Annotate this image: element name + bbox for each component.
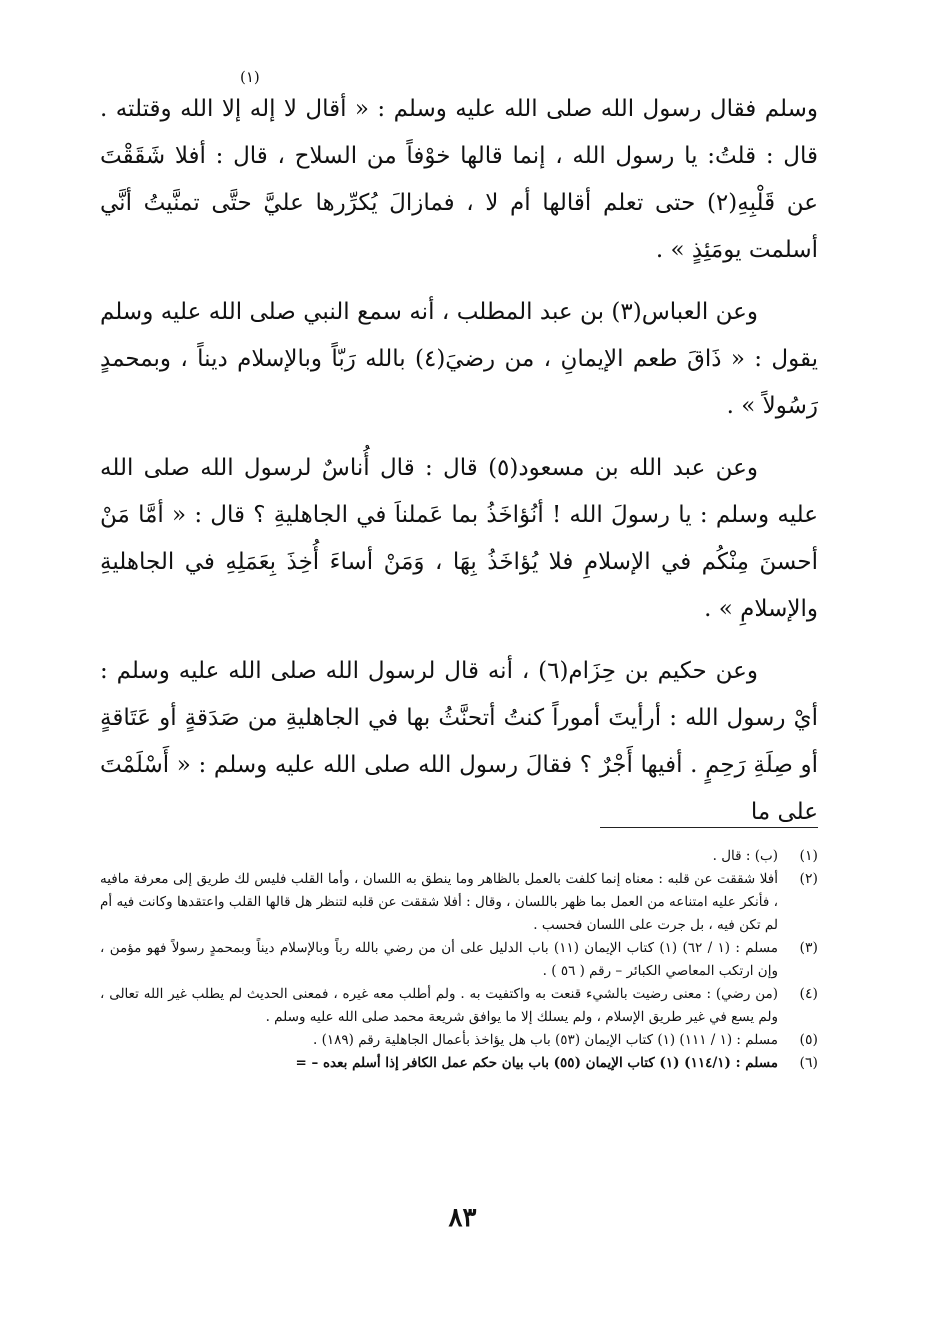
- paragraph-1: وسلم فقال رسول الله صلى الله عليه وسلم : « أقال لا إله إلا الله وقتلته . قال : قلتُ: يا رسول الله ، إنما قالها خوْفاً من السلاح ، قال : أفلا شَقَقْتَ عن قَلْبِهِ(٢) حتى تعلم أقالها أم لا ، فمازالَ يُكرِّرها عليَّ حتَّى تمنَّيتُ أنَّي أسلمت يومَئِذٍ » .: [100, 96, 818, 263]
- footnote-6: [100, 1052, 818, 1075]
- footnote-text: مسلم : (١ / ٦٢) (١) كتاب الإيمان (١١) باب الدليل على أن من رضي بالله رباً وبالإسلام ديناً وبمحمدٍ رسولاً فهو مؤمن ، وإن ارتكب المعاصي الكبائر – رقم ( ٥٦ ) .: [100, 940, 778, 979]
- footnote-marker: (١): [240, 68, 260, 86]
- paragraph-2: وعن العباس(٣) بن عبد المطلب ، أنه سمع النبي صلى الله عليه وسلم يقول : « ذَاقَ طعم الإيمانِ ، من رضيَ(٤) بالله رَبّاً وبالإسلام ديناً ، وبمحمدٍ رَسُولاً » .: [100, 299, 819, 419]
- footnote-5: [100, 1029, 818, 1052]
- footnote-1: [100, 845, 818, 868]
- footnote-number: (٣): [799, 940, 818, 956]
- footnote-2: [100, 868, 818, 937]
- main-text: [100, 86, 818, 851]
- footnote-number: (٥): [799, 1032, 818, 1048]
- footnotes: [100, 845, 818, 1075]
- page-number: ٨٣: [448, 1203, 477, 1233]
- footnote-number: (٢): [799, 871, 818, 887]
- footnote-4: [100, 983, 818, 1029]
- footnote-text: (من رضي) : معنى رضيت بالشيء قنعت به واكتفيت به . ولم أطلب معه غيره ، فمعنى الحديث لم يطلب غير الله تعالى ، ولم يسع في غير طريق الإسلام ، ولم يسلك إلا ما يوافق شريعة محمد صلى الله عليه وسلم .: [100, 986, 778, 1025]
- footnote-text: مسلم : (١١٤/١) (١) كتاب الإيمان (٥٥) باب بيان حكم عمل الكافر إذا أسلم بعده – =: [295, 1055, 778, 1071]
- footnote-separator: [600, 827, 818, 828]
- footnote-text: (ب) : قال .: [712, 848, 778, 864]
- footnote-number: (٦): [799, 1055, 818, 1071]
- footnote-number: (٤): [799, 986, 818, 1002]
- footnote-text: أفلا شققت عن قلبه : معناه إنما كلفت بالعمل بالظاهر وما ينطق به اللسان ، وأما القلب فليس لك طريق إلى معرفة مافيه ، فأنكر عليه امتناعه من العمل بما ظهر باللسان ، وقال : أفلا شققت عن قلبه لتنظر هل قالها القلب واعتقدها وكانت فيه أم لم تكن فيه ، بل جرت على اللسان فحسب .: [100, 871, 778, 933]
- footnote-3: [100, 937, 818, 983]
- paragraph-3: وعن عبد الله بن مسعود(٥) قال : قال أُناسٌ لرسول الله صلى الله عليه وسلم : يا رسولَ الله ! أنُؤاخَذُ بما عَملناَ في الجاهليةِ ؟ قال : « أمَّا مَنْ أحسنَ مِنْكُم في الإسلامِ فلا يُؤاخَذُ بِهَا ، وَمَنْ أساءَ أُخِذَ بِعَمَلِهِ في الجاهليةِ والإسلامِ » .: [100, 455, 818, 622]
- footnote-text: مسلم : (١ / ١١١) (١) كتاب الإيمان (٥٣) باب هل يؤاخذ بأعمال الجاهلية رقم (١٨٩) .: [313, 1032, 778, 1048]
- footnote-number: (١): [799, 848, 818, 864]
- paragraph-4: وعن حكيم بن حِزَام(٦) ، أنه قال لرسول الله صلى الله عليه وسلم : أيْ رسول الله : أرأيتَ أموراً كنتُ أتحنَّثُ بها في الجاهليةِ من صَدَقةٍ أو عَتَاقةٍ أو صِلَةِ رَحِمٍ . أفيها أَجْرٌ ؟ فقالَ رسول الله صلى الله عليه وسلم : « أَسْلَمْتَ على ما: [100, 658, 818, 825]
